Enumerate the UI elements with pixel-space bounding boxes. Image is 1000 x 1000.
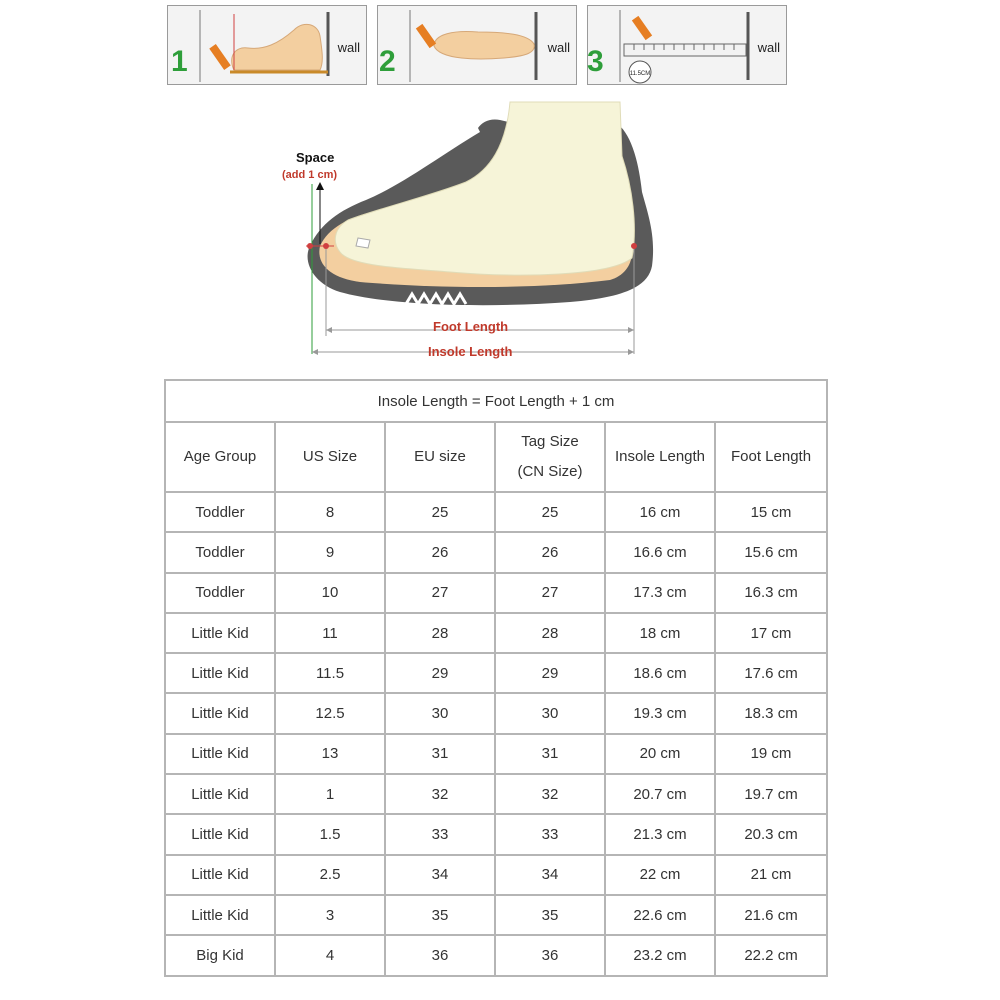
eu-size-cell: 28 bbox=[385, 613, 495, 653]
insole-diagram bbox=[270, 96, 690, 368]
table-caption: Insole Length = Foot Length + 1 cm bbox=[165, 380, 827, 422]
table-header-row bbox=[165, 422, 827, 492]
insole-length-cell: 18.6 cm bbox=[605, 653, 715, 693]
table-row bbox=[165, 935, 827, 975]
ruler-reading: 11.5CM bbox=[629, 71, 651, 77]
table-row bbox=[165, 532, 827, 572]
foot-length-cell: 21 cm bbox=[715, 855, 827, 895]
insole-length-label: Insole Length bbox=[428, 344, 513, 359]
age-group-cell: Little Kid bbox=[165, 653, 275, 693]
age-group-cell: Little Kid bbox=[165, 734, 275, 774]
header-foot-length: Foot Length bbox=[715, 422, 827, 492]
insole-length-cell: 20 cm bbox=[605, 734, 715, 774]
tag-size-cell: 25 bbox=[495, 492, 605, 532]
pencil-icon bbox=[632, 16, 652, 40]
foot-length-label: Foot Length bbox=[433, 319, 509, 334]
eu-size-cell: 36 bbox=[385, 935, 495, 975]
step-2-number: 2 bbox=[379, 45, 396, 78]
size-chart-body bbox=[165, 380, 827, 976]
pencil-icon bbox=[416, 24, 436, 48]
eu-size-cell: 27 bbox=[385, 573, 495, 613]
us-size-cell: 4 bbox=[275, 935, 385, 975]
foot-length-cell: 20.3 cm bbox=[715, 814, 827, 854]
foot-length-cell: 18.3 cm bbox=[715, 693, 827, 733]
foot-length-cell: 22.2 cm bbox=[715, 935, 827, 975]
age-group-cell: Little Kid bbox=[165, 895, 275, 935]
table-row bbox=[165, 814, 827, 854]
header-tag-size: Tag Size (CN Size) bbox=[495, 422, 605, 492]
foot-length-cell: 21.6 cm bbox=[715, 895, 827, 935]
insole-length-cell: 21.3 cm bbox=[605, 814, 715, 854]
us-size-cell: 1.5 bbox=[275, 814, 385, 854]
step-1-foot bbox=[232, 24, 323, 70]
tag-size-cell: 28 bbox=[495, 613, 605, 653]
step-3-wall-label: wall bbox=[757, 40, 780, 55]
insole-length-cell: 18 cm bbox=[605, 613, 715, 653]
age-group-cell: Toddler bbox=[165, 532, 275, 572]
us-size-cell: 3 bbox=[275, 895, 385, 935]
table-row bbox=[165, 492, 827, 532]
table-row bbox=[165, 774, 827, 814]
age-group-cell: Toddler bbox=[165, 573, 275, 613]
tag-size-cell: 34 bbox=[495, 855, 605, 895]
eu-size-cell: 35 bbox=[385, 895, 495, 935]
tag-size-cell: 35 bbox=[495, 895, 605, 935]
header-us-size: US Size bbox=[275, 422, 385, 492]
step-2-panel bbox=[377, 5, 577, 85]
us-size-cell: 12.5 bbox=[275, 693, 385, 733]
step-2-foot bbox=[434, 32, 534, 59]
table-row bbox=[165, 693, 827, 733]
foot-length-cell: 16.3 cm bbox=[715, 573, 827, 613]
foot-length-cell: 17 cm bbox=[715, 613, 827, 653]
insole-length-cell: 17.3 cm bbox=[605, 573, 715, 613]
eu-size-cell: 30 bbox=[385, 693, 495, 733]
space-label: Space bbox=[296, 150, 335, 165]
ruler bbox=[624, 44, 746, 56]
table-row bbox=[165, 895, 827, 935]
insole-tip-dot bbox=[307, 243, 313, 249]
insole-length-cell: 16 cm bbox=[605, 492, 715, 532]
tag-size-cell: 26 bbox=[495, 532, 605, 572]
insole-length-cell: 22 cm bbox=[605, 855, 715, 895]
insole-length-cell: 22.6 cm bbox=[605, 895, 715, 935]
table-row bbox=[165, 653, 827, 693]
header-age-group: Age Group bbox=[165, 422, 275, 492]
table-row bbox=[165, 734, 827, 774]
age-group-cell: Little Kid bbox=[165, 814, 275, 854]
tag-size-cell: 27 bbox=[495, 573, 605, 613]
us-size-cell: 9 bbox=[275, 532, 385, 572]
table-row bbox=[165, 855, 827, 895]
us-size-cell: 11.5 bbox=[275, 653, 385, 693]
insole-length-cell: 19.3 cm bbox=[605, 693, 715, 733]
eu-size-cell: 29 bbox=[385, 653, 495, 693]
measuring-steps bbox=[167, 5, 787, 87]
table-row bbox=[165, 613, 827, 653]
age-group-cell: Little Kid bbox=[165, 613, 275, 653]
us-size-cell: 2.5 bbox=[275, 855, 385, 895]
eu-size-cell: 25 bbox=[385, 492, 495, 532]
tag-size-cell: 32 bbox=[495, 774, 605, 814]
step-3-panel bbox=[587, 5, 787, 85]
insole-length-cell: 23.2 cm bbox=[605, 935, 715, 975]
step-3-number: 3 bbox=[587, 45, 604, 78]
insole-length-cell: 20.7 cm bbox=[605, 774, 715, 814]
step-1-number: 1 bbox=[171, 45, 188, 78]
tag-size-cell: 30 bbox=[495, 693, 605, 733]
us-size-cell: 8 bbox=[275, 492, 385, 532]
eu-size-cell: 32 bbox=[385, 774, 495, 814]
table-caption-row bbox=[165, 380, 827, 422]
space-arrow-head bbox=[316, 182, 324, 190]
foot-length-cell: 19.7 cm bbox=[715, 774, 827, 814]
age-group-cell: Toddler bbox=[165, 492, 275, 532]
toe-tip-dot bbox=[323, 243, 329, 249]
insole-length-cell: 16.6 cm bbox=[605, 532, 715, 572]
tag-size-cell: 33 bbox=[495, 814, 605, 854]
space-note: (add 1 cm) bbox=[282, 169, 338, 181]
us-size-cell: 11 bbox=[275, 613, 385, 653]
age-group-cell: Little Kid bbox=[165, 774, 275, 814]
eu-size-cell: 26 bbox=[385, 532, 495, 572]
tag-size-cell: 36 bbox=[495, 935, 605, 975]
toenail bbox=[356, 238, 370, 248]
foot-length-cell: 19 cm bbox=[715, 734, 827, 774]
tag-size-cell: 29 bbox=[495, 653, 605, 693]
step-1-wall-label: wall bbox=[337, 40, 360, 55]
step-1-panel bbox=[167, 5, 367, 85]
pencil-icon bbox=[209, 44, 230, 70]
header-eu-size: EU size bbox=[385, 422, 495, 492]
header-insole-length: Insole Length bbox=[605, 422, 715, 492]
eu-size-cell: 33 bbox=[385, 814, 495, 854]
table-row bbox=[165, 573, 827, 613]
age-group-cell: Big Kid bbox=[165, 935, 275, 975]
foot-length-cell: 15.6 cm bbox=[715, 532, 827, 572]
age-group-cell: Little Kid bbox=[165, 855, 275, 895]
eu-size-cell: 34 bbox=[385, 855, 495, 895]
step-2-wall-label: wall bbox=[547, 40, 570, 55]
us-size-cell: 13 bbox=[275, 734, 385, 774]
tag-size-cell: 31 bbox=[495, 734, 605, 774]
us-size-cell: 10 bbox=[275, 573, 385, 613]
size-chart-table bbox=[164, 379, 828, 977]
age-group-cell: Little Kid bbox=[165, 693, 275, 733]
eu-size-cell: 31 bbox=[385, 734, 495, 774]
us-size-cell: 1 bbox=[275, 774, 385, 814]
foot-length-cell: 15 cm bbox=[715, 492, 827, 532]
heel-dot bbox=[631, 243, 637, 249]
foot-length-cell: 17.6 cm bbox=[715, 653, 827, 693]
